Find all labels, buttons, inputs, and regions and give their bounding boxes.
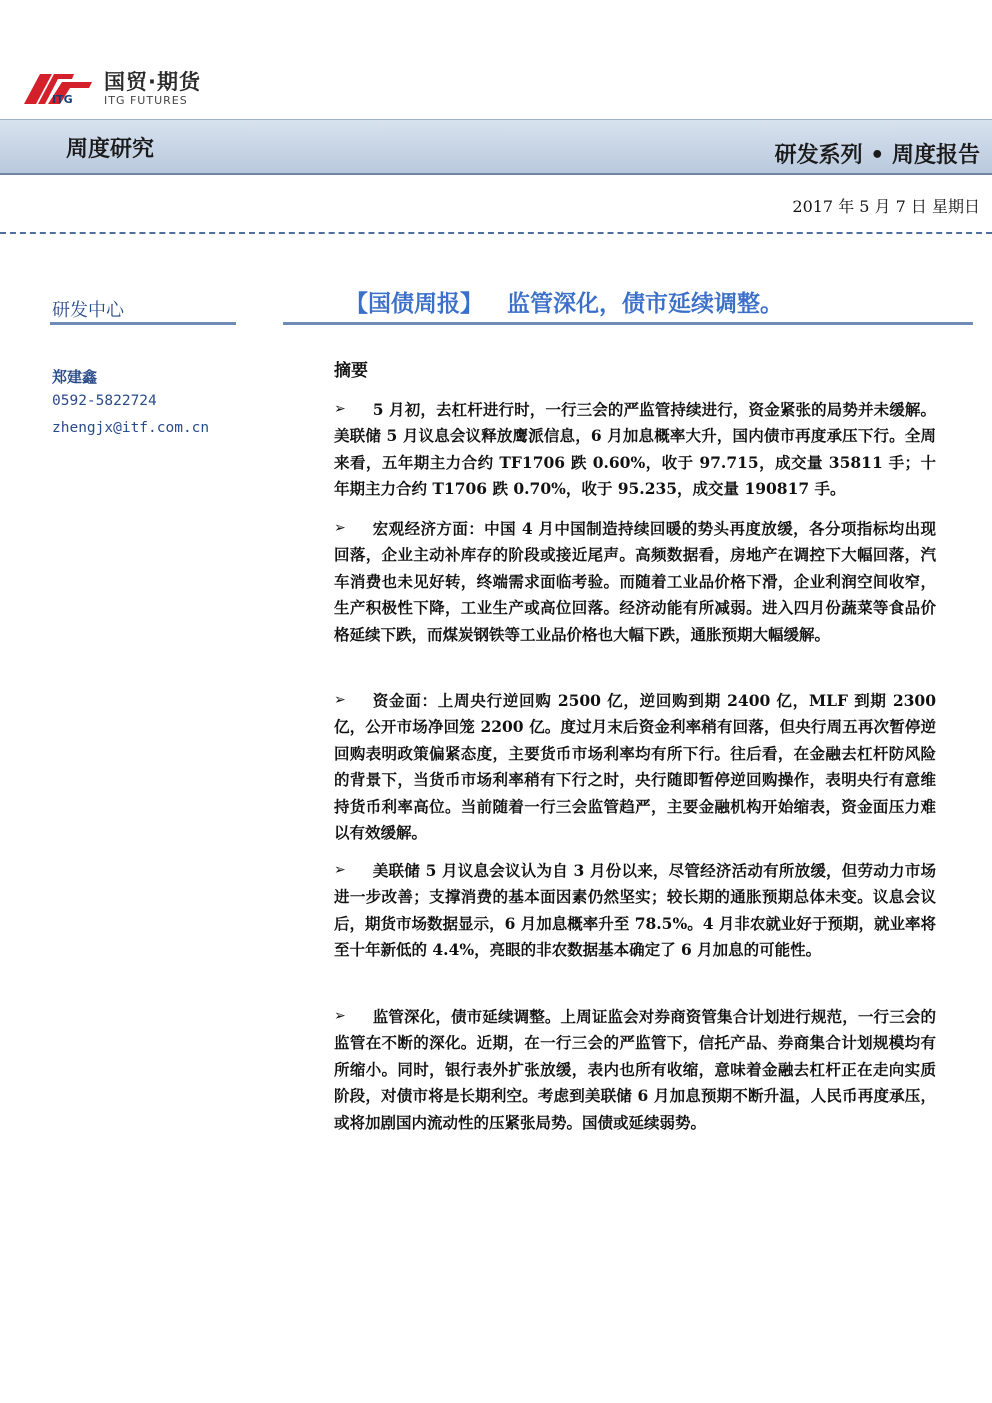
report-category: 周度研究 [66,137,155,162]
dashed-divider [0,232,992,234]
report-series: 研发系列 • 周度报告 [774,143,980,168]
author-name: 郑建鑫 [52,368,98,386]
report-title-main: 监管深化，债市延续调整。 [507,291,783,317]
summary-paragraph: 资金面：上周央行逆回购 2500 亿，逆回购到期 2400 亿，MLF 到期 2300 亿，公开市场净回笼 2200 亿。度过月末后资金利率稍有回落，但央行周五再次暂停逆回购表明政策偏紧态度，主要货币市场利率均有所下行。往后看，在金融去杠杆防风险的背景下，当货币市场利率稍有下行之时，央行随即暂停逆回购操作，表明央行有意维持货币利率高位。当前随着一行三会监管趋严，主要金融机构开始缩表，资金面压力难以有效缓解。 [334,691,936,843]
summary-paragraph: 宏观经济方面：中国 4 月中国制造持续回暖的势头再度放缓，各分项指标均出现回落，企业主动补库存的阶段或接近尾声。高频数据看，房地产在调控下大幅回落，汽车消费也未见好转，终端需求面临考验。而随着工业品价格下滑，企业利润空间收窄，生产积极性下降，工业生产或高位回落。经济动能有所减弱。进入四月份蔬菜等食品价格延续下跌，而煤炭钢铁等工业品价格也大幅下跌，通胀预期大幅缓解。 [334,519,936,644]
bullet-arrow-icon: ➢ [334,520,346,536]
company-logo [18,66,218,110]
summary-paragraph: 5 月初，去杠杆进行时，一行三会的严监管持续进行，资金紧张的局势并未缓解。美联储 5 月议息会议释放鹰派信息，6 月加息概率大升，国内债市再度承压下行。全周来看，五年期主力合约 TF1706 跌 0.60%，收于 97.715，成交量 35811 手；十年期主力合约 T1706 跌 0.70%，收于 95.235，成交量 190817 手。 [334,400,936,499]
report-title [345,285,783,318]
report-title-tag: 【国债周报】 [345,291,483,317]
logo-chinese-name: 国贸·期货 [104,70,201,94]
logo-english-name: ITG FUTURES [104,94,188,107]
author-phone: 0592-5822724 [52,393,157,409]
author-email[interactable]: zhengjx@itf.com.cn [52,420,210,436]
sidebar-heading: 研发中心 [52,300,124,321]
bullet-arrow-icon: ➢ [334,1008,346,1024]
bullet-arrow-icon: ➢ [334,862,346,878]
report-date: 2017 年 5 月 7 日 星期日 [792,197,980,216]
summary-paragraph: 美联储 5 月议息会议认为自 3 月份以来，尽管经济活动有所放缓，但劳动力市场进一步改善；支撑消费的基本面因素仍然坚实；较长期的通胀预期总体未变。议息会议后，期货市场数据显示，6 月加息概率升至 78.5%。4 月非农就业好于预期，就业率将至十年新低的 4.4%，亮眼的非农数据基本确定了 6 月加息的可能性。 [334,861,936,960]
bullet-arrow-icon: ➢ [334,401,346,417]
header-band [0,119,992,175]
svg-text:ITG: ITG [52,93,73,106]
title-rule [283,322,973,325]
bullet-arrow-icon: ➢ [334,692,346,708]
itg-logo-icon [18,70,94,106]
summary-heading: 摘要 [334,361,368,381]
sidebar-rule [50,322,236,325]
summary-paragraph: 监管深化，债市延续调整。上周证监会对券商资管集合计划进行规范，一行三会的监管在不断的深化。近期，在一行三会的严监管下，信托产品、券商集合计划规模均有所缩小。同时，银行表外扩张放缓，表内也所有收缩，意味着金融去杠杆正在走向实质阶段，对债市将是长期利空。考虑到美联储 6 月加息预期不断升温，人民币再度承压，或将加剧国内流动性的压紧张局势。国债或延续弱势。 [334,1007,936,1132]
